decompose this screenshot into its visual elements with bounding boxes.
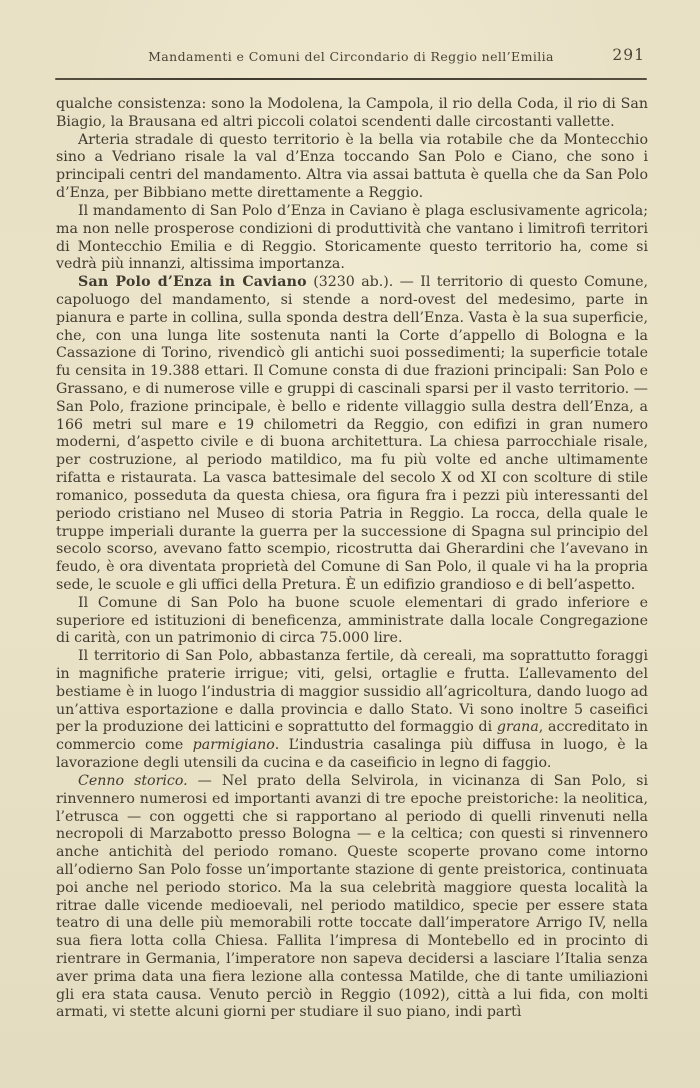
text-run: Il Comune di San Polo ha buone scuole elementari di grado inferiore e superiore ed istituzioni di beneficenza, amministrate dalla locale Congregazione di carità, con un patrimonio di circa 75.000 lire. [56,594,648,647]
page-body [56,96,648,1022]
paragraph-watercourses [56,96,648,132]
text-run-italic: parmigiano [192,737,275,754]
page-header [55,46,647,69]
paragraph-schools [56,595,648,648]
text-run: (3230 ab.). — Il territorio di questo Comune, capoluogo del mandamento, si stende a nord-ovest del medesimo, parte in pianura e parte in collina, sulla sponda destra dell’Enza. Vasta è la sua superficie, che, con una lunga lite sostenuta nanti la Corte d’appello di Bologna e la Cassazione di Torino, rivendicò gli antichi suoi possedimenti; la superficie totale fu censita in 19.388 ettari. Il Comune consta di due frazioni principali: San Polo e Grassano, e di numerose ville e gruppi di cascinali sparsi per il vasto territorio. — San Polo, frazione principale, è bello e ridente villaggio sulla destra dell’Enza, a 166 metri sul mare e 19 chilometri da Reggio, con edifizi in gran numero moderni, d’aspetto civile e di buona architettura. La chiesa parrocchiale risale, per costruzione, al periodo matildico, ma fu più volte ed anche ultimamente rifatta e ristaurata. La vasca battesimale del secolo X od XI con scolture di stile romanico, posseduta da questa chiesa, ora figura fra i pezzi più interessanti del periodo cristiano nel Museo di storia Patria in Reggio. La rocca, della quale le truppe imperiali durante la guerra per la successione di Spagna sul principio del secolo scorso, avevano fatto scempio, ricostrutta dai Gherardini che l’avevano in feudo, è ora diventata proprietà del Comune di San Polo, il quale vi ha la propria sede, le scuole e gli uffici della Pretura. È un edifizio grandioso e di bell’aspetto. [56,274,648,593]
text-run-italic: Cenno storico. [78,772,188,789]
text-run: Il mandamento di San Polo d’Enza in Caviano è plaga esclusivamente agricola; ma non nelle prosperose condizioni di produttività che vantano i limitrofi territori di Montecchio Emilia e di Reggio. Storicamente questo territorio ha, come si vedrà più innanzi, altissima importanza. [56,202,648,273]
paragraph-agriculture [56,648,648,773]
paragraph-roads [56,132,648,203]
page-number: 291 [612,46,645,64]
running-title: Mandamenti e Comuni del Circondario di Reggio nell’Emilia [148,49,554,64]
paragraph-san-polo-description [56,274,648,595]
text-run: , accreditato in commercio come [56,719,648,754]
header-rule [55,78,647,80]
text-run: qualche consistenza: sono la Modolena, la Campola, il rio della Coda, il rio di San Biagio, la Brausana ed altri piccoli colatoi scendenti dalle circostanti vallette. [56,96,648,130]
text-run: — Nel prato della Selvirola, in vicinanza di San Polo, si rinvennero numerosi ed importanti avanzi di tre epoche preistoriche: la neolitica, l’etrusca — con oggetti che si rapportano al periodo di quelli rinvenuti nella necropoli di Marzabotto presso Bologna — e la celtica; con questi si rinvennero anche antichità del periodo romano. Queste scoperte provano come intorno all’odierno San Polo fosse un’importante stazione di gente preistorica, continuata poi anche nel periodo storico. Ma la sua celebrità maggiore questa località la ritrae dalle vicende medioevali, nel periodo matildico, specie per essere stata teatro di una delle più memorabili rotte toccate dall’imperatore Arrigo IV, nella sua fiera lotta colla Chiesa. Fallita l’impresa di Montebello ed in procinto di rientrare in Germania, l’imperatore non sapeva decidersi a lasciare l’Italia senza aver prima data una fiera lezione alla contessa Matilde, che di tante umiliazioni gli era stata causa. Venuto perciò in Reggio (1092), città a lui fida, con molti armati, vi stette alcuni giorni per studiare il suo piano, indi partì [56,772,648,1021]
text-run-italic: grana [496,719,539,736]
paragraph-mandamento [56,203,648,274]
paragraph-history [56,773,648,1022]
text-run: Il territorio di San Polo, abbastanza fertile, dà cereali, ma soprattutto foraggi in magnifiche praterie irrigue; viti, gelsi, ortaglie e frutta. L’allevamento del bestiame è in luogo l’industria di maggior sussidio all’agricoltura, dando luogo ad un’attiva esportazione e dalla provincia e dallo Stato. Vi sono inoltre 5 caseifici per la produzione dei latticini e soprattutto del formaggio di [56,648,648,736]
text-run: . L’industria casalinga più diffusa in luogo, è la lavorazione degli utensili da cucina e da caseificio in legno di faggio. [56,737,648,772]
text-run: Arteria stradale di questo territorio è la bella via rotabile che da Montecchio sino a Vedriano risale la val d’Enza toccando San Polo e Ciano, che sono i principali centri del mandamento. Altra via assai battuta è quella che da San Polo d’Enza, per Bibbiano mette direttamente a Reggio. [56,131,648,202]
text-run-bold: San Polo d’Enza in Caviano [78,274,307,291]
